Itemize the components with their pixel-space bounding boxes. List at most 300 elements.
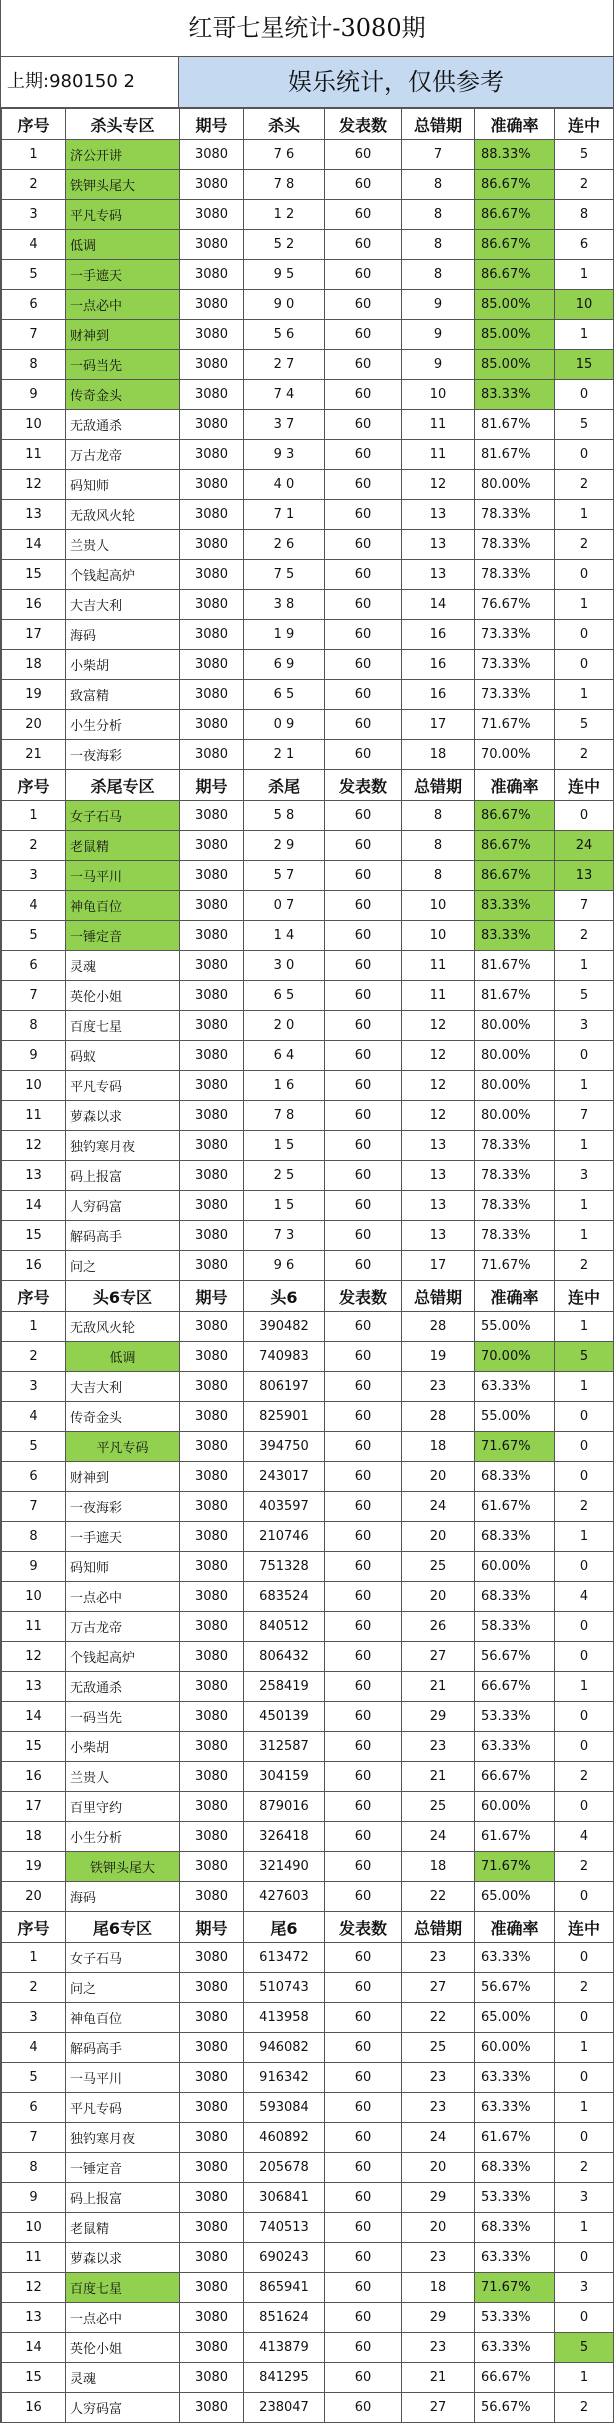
cell-posts: 60 xyxy=(325,350,402,380)
cell-period: 3080 xyxy=(180,2363,244,2393)
cell-predictor: 平凡专码 xyxy=(66,2093,180,2123)
cell-misses: 16 xyxy=(402,680,475,710)
cell-prediction: 9 5 xyxy=(244,260,325,290)
cell-streak: 0 xyxy=(555,380,614,410)
cell-predictor: 神龟百位 xyxy=(66,891,180,921)
table-row xyxy=(2,1642,614,1672)
cell-accuracy: 60.00% xyxy=(475,1552,555,1582)
cell-accuracy: 86.67% xyxy=(475,260,555,290)
cell-posts: 60 xyxy=(325,1041,402,1071)
column-header-accuracy: 准确率 xyxy=(475,770,555,801)
cell-period: 3080 xyxy=(180,1943,244,1973)
table-row xyxy=(2,2153,614,2183)
cell-misses: 8 xyxy=(402,260,475,290)
table-row xyxy=(2,1191,614,1221)
cell-posts: 60 xyxy=(325,1973,402,2003)
cell-predictor: 致富精 xyxy=(66,680,180,710)
cell-posts: 60 xyxy=(325,1612,402,1642)
cell-posts: 60 xyxy=(325,740,402,770)
table-row xyxy=(2,590,614,620)
cell-prediction: 2 9 xyxy=(244,831,325,861)
cell-posts: 60 xyxy=(325,1131,402,1161)
cell-period: 3080 xyxy=(180,1342,244,1372)
cell-predictor: 一点必中 xyxy=(66,2303,180,2333)
column-header-accuracy: 准确率 xyxy=(475,1912,555,1943)
cell-prediction: 243017 xyxy=(244,1462,325,1492)
cell-index: 5 xyxy=(2,260,66,290)
cell-prediction: 4 0 xyxy=(244,470,325,500)
cell-predictor: 小柴胡 xyxy=(66,650,180,680)
column-header-prediction: 头6 xyxy=(244,1281,325,1312)
cell-streak: 3 xyxy=(555,1011,614,1041)
cell-misses: 12 xyxy=(402,1071,475,1101)
cell-period: 3080 xyxy=(180,260,244,290)
cell-accuracy: 86.67% xyxy=(475,801,555,831)
cell-posts: 60 xyxy=(325,981,402,1011)
cell-accuracy: 80.00% xyxy=(475,1011,555,1041)
cell-prediction: 740983 xyxy=(244,1342,325,1372)
cell-accuracy: 83.33% xyxy=(475,380,555,410)
cell-misses: 13 xyxy=(402,500,475,530)
cell-index: 8 xyxy=(2,1011,66,1041)
cell-misses: 11 xyxy=(402,981,475,1011)
cell-accuracy: 83.33% xyxy=(475,891,555,921)
cell-streak: 13 xyxy=(555,861,614,891)
cell-streak: 1 xyxy=(555,1672,614,1702)
cell-streak: 0 xyxy=(555,801,614,831)
column-header-misses: 总错期 xyxy=(402,1912,475,1943)
cell-prediction: 326418 xyxy=(244,1822,325,1852)
last-period-result: 上期:980150 2 xyxy=(1,57,179,107)
cell-misses: 29 xyxy=(402,2183,475,2213)
cell-period: 3080 xyxy=(180,2273,244,2303)
cell-streak: 0 xyxy=(555,1642,614,1672)
cell-prediction: 7 8 xyxy=(244,1101,325,1131)
cell-streak: 1 xyxy=(555,2033,614,2063)
cell-streak: 0 xyxy=(555,440,614,470)
cell-streak: 2 xyxy=(555,1762,614,1792)
cell-misses: 20 xyxy=(402,1582,475,1612)
cell-misses: 25 xyxy=(402,2033,475,2063)
cell-index: 13 xyxy=(2,1672,66,1702)
cell-index: 1 xyxy=(2,1312,66,1342)
cell-period: 3080 xyxy=(180,1642,244,1672)
section-header-row xyxy=(2,109,614,140)
cell-index: 1 xyxy=(2,801,66,831)
cell-period: 3080 xyxy=(180,1732,244,1762)
cell-index: 2 xyxy=(2,170,66,200)
cell-misses: 8 xyxy=(402,170,475,200)
cell-predictor: 无敌通杀 xyxy=(66,410,180,440)
cell-posts: 60 xyxy=(325,1101,402,1131)
cell-index: 14 xyxy=(2,530,66,560)
cell-streak: 2 xyxy=(555,170,614,200)
cell-posts: 60 xyxy=(325,290,402,320)
cell-streak: 2 xyxy=(555,1973,614,2003)
info-bar xyxy=(1,57,613,108)
cell-streak: 1 xyxy=(555,680,614,710)
cell-accuracy: 73.33% xyxy=(475,680,555,710)
cell-index: 10 xyxy=(2,410,66,440)
cell-predictor: 独钓寒月夜 xyxy=(66,2123,180,2153)
cell-posts: 60 xyxy=(325,2213,402,2243)
cell-accuracy: 56.67% xyxy=(475,1973,555,2003)
cell-predictor: 码知师 xyxy=(66,470,180,500)
cell-streak: 0 xyxy=(555,1612,614,1642)
cell-prediction: 2 7 xyxy=(244,350,325,380)
cell-misses: 25 xyxy=(402,1792,475,1822)
cell-index: 9 xyxy=(2,1041,66,1071)
table-row xyxy=(2,500,614,530)
cell-posts: 60 xyxy=(325,831,402,861)
cell-streak: 1 xyxy=(555,320,614,350)
cell-index: 19 xyxy=(2,680,66,710)
cell-posts: 60 xyxy=(325,260,402,290)
cell-period: 3080 xyxy=(180,2093,244,2123)
cell-prediction: 2 1 xyxy=(244,740,325,770)
cell-index: 15 xyxy=(2,1732,66,1762)
cell-misses: 22 xyxy=(402,1882,475,1912)
cell-index: 2 xyxy=(2,831,66,861)
cell-index: 6 xyxy=(2,1462,66,1492)
table-row xyxy=(2,2333,614,2363)
cell-index: 6 xyxy=(2,290,66,320)
cell-misses: 21 xyxy=(402,1762,475,1792)
column-header-index: 序号 xyxy=(2,770,66,801)
table-row xyxy=(2,230,614,260)
cell-posts: 60 xyxy=(325,1792,402,1822)
cell-streak: 5 xyxy=(555,2333,614,2363)
cell-prediction: 403597 xyxy=(244,1492,325,1522)
cell-streak: 1 xyxy=(555,2363,614,2393)
cell-posts: 60 xyxy=(325,1492,402,1522)
cell-period: 3080 xyxy=(180,1191,244,1221)
table-row xyxy=(2,1492,614,1522)
table-row xyxy=(2,1822,614,1852)
cell-index: 4 xyxy=(2,1402,66,1432)
cell-accuracy: 66.67% xyxy=(475,1672,555,1702)
cell-posts: 60 xyxy=(325,320,402,350)
cell-prediction: 751328 xyxy=(244,1552,325,1582)
cell-posts: 60 xyxy=(325,380,402,410)
cell-misses: 8 xyxy=(402,801,475,831)
cell-posts: 60 xyxy=(325,1071,402,1101)
cell-prediction: 427603 xyxy=(244,1882,325,1912)
cell-posts: 60 xyxy=(325,590,402,620)
cell-misses: 27 xyxy=(402,1973,475,2003)
cell-accuracy: 68.33% xyxy=(475,1522,555,1552)
cell-streak: 7 xyxy=(555,891,614,921)
cell-index: 13 xyxy=(2,2303,66,2333)
cell-misses: 20 xyxy=(402,1462,475,1492)
cell-index: 15 xyxy=(2,560,66,590)
column-header-predictor: 尾6专区 xyxy=(66,1912,180,1943)
cell-misses: 23 xyxy=(402,1943,475,1973)
cell-accuracy: 68.33% xyxy=(475,2213,555,2243)
cell-prediction: 5 6 xyxy=(244,320,325,350)
cell-posts: 60 xyxy=(325,1642,402,1672)
cell-predictor: 兰贵人 xyxy=(66,1762,180,1792)
cell-misses: 16 xyxy=(402,620,475,650)
cell-predictor: 兰贵人 xyxy=(66,530,180,560)
cell-predictor: 无敌风火轮 xyxy=(66,1312,180,1342)
cell-period: 3080 xyxy=(180,951,244,981)
table-row xyxy=(2,1041,614,1071)
cell-posts: 60 xyxy=(325,170,402,200)
cell-accuracy: 68.33% xyxy=(475,2153,555,2183)
cell-prediction: 2 6 xyxy=(244,530,325,560)
cell-streak: 2 xyxy=(555,530,614,560)
cell-period: 3080 xyxy=(180,680,244,710)
cell-index: 9 xyxy=(2,2183,66,2213)
cell-posts: 60 xyxy=(325,1191,402,1221)
cell-posts: 60 xyxy=(325,1762,402,1792)
table-row xyxy=(2,1131,614,1161)
cell-index: 11 xyxy=(2,1101,66,1131)
cell-period: 3080 xyxy=(180,1582,244,1612)
table-row xyxy=(2,1792,614,1822)
cell-posts: 60 xyxy=(325,2273,402,2303)
cell-posts: 60 xyxy=(325,680,402,710)
table-row xyxy=(2,680,614,710)
cell-predictor: 灵魂 xyxy=(66,951,180,981)
cell-streak: 1 xyxy=(555,1372,614,1402)
table-row xyxy=(2,801,614,831)
cell-predictor: 平凡专码 xyxy=(66,200,180,230)
column-header-index: 序号 xyxy=(2,1281,66,1312)
column-header-posts: 发表数 xyxy=(325,1912,402,1943)
cell-predictor: 低调 xyxy=(66,1342,180,1372)
cell-prediction: 6 9 xyxy=(244,650,325,680)
cell-index: 18 xyxy=(2,1822,66,1852)
cell-predictor: 英伦小姐 xyxy=(66,2333,180,2363)
cell-predictor: 大吉大利 xyxy=(66,1372,180,1402)
cell-period: 3080 xyxy=(180,1973,244,2003)
cell-posts: 60 xyxy=(325,1161,402,1191)
cell-posts: 60 xyxy=(325,1672,402,1702)
table-row xyxy=(2,2033,614,2063)
cell-prediction: 304159 xyxy=(244,1762,325,1792)
cell-predictor: 独钓寒月夜 xyxy=(66,1131,180,1161)
cell-predictor: 码上报富 xyxy=(66,2183,180,2213)
cell-streak: 1 xyxy=(555,500,614,530)
table-row xyxy=(2,620,614,650)
cell-period: 3080 xyxy=(180,1522,244,1552)
table-row xyxy=(2,921,614,951)
cell-posts: 60 xyxy=(325,1432,402,1462)
cell-misses: 23 xyxy=(402,2063,475,2093)
cell-index: 2 xyxy=(2,1973,66,2003)
cell-posts: 60 xyxy=(325,1221,402,1251)
cell-predictor: 小柴胡 xyxy=(66,1732,180,1762)
cell-prediction: 460892 xyxy=(244,2123,325,2153)
cell-period: 3080 xyxy=(180,1462,244,1492)
cell-prediction: 7 1 xyxy=(244,500,325,530)
cell-predictor: 财神到 xyxy=(66,320,180,350)
cell-misses: 18 xyxy=(402,740,475,770)
cell-period: 3080 xyxy=(180,2063,244,2093)
cell-posts: 60 xyxy=(325,530,402,560)
table-row xyxy=(2,2003,614,2033)
cell-predictor: 灵魂 xyxy=(66,2363,180,2393)
cell-index: 16 xyxy=(2,1251,66,1281)
cell-index: 17 xyxy=(2,620,66,650)
section-header-row xyxy=(2,1912,614,1943)
cell-posts: 60 xyxy=(325,200,402,230)
cell-misses: 13 xyxy=(402,1191,475,1221)
cell-index: 20 xyxy=(2,710,66,740)
cell-index: 7 xyxy=(2,1492,66,1522)
cell-period: 3080 xyxy=(180,1402,244,1432)
cell-predictor: 一码当先 xyxy=(66,1702,180,1732)
cell-posts: 60 xyxy=(325,2393,402,2423)
cell-misses: 20 xyxy=(402,2153,475,2183)
cell-index: 4 xyxy=(2,891,66,921)
cell-period: 3080 xyxy=(180,1011,244,1041)
cell-index: 11 xyxy=(2,2243,66,2273)
cell-streak: 0 xyxy=(555,1882,614,1912)
cell-prediction: 613472 xyxy=(244,1943,325,1973)
cell-misses: 8 xyxy=(402,230,475,260)
cell-predictor: 传奇金头 xyxy=(66,380,180,410)
cell-streak: 3 xyxy=(555,2273,614,2303)
cell-period: 3080 xyxy=(180,140,244,170)
stats-table xyxy=(1,108,614,2423)
section-header-row xyxy=(2,1281,614,1312)
cell-streak: 2 xyxy=(555,1492,614,1522)
cell-accuracy: 71.67% xyxy=(475,1251,555,1281)
cell-misses: 24 xyxy=(402,2123,475,2153)
cell-accuracy: 63.33% xyxy=(475,1732,555,1762)
cell-streak: 24 xyxy=(555,831,614,861)
table-row xyxy=(2,2123,614,2153)
cell-index: 11 xyxy=(2,440,66,470)
cell-posts: 60 xyxy=(325,470,402,500)
cell-prediction: 450139 xyxy=(244,1702,325,1732)
cell-predictor: 神龟百位 xyxy=(66,2003,180,2033)
cell-predictor: 问之 xyxy=(66,1251,180,1281)
cell-posts: 60 xyxy=(325,2303,402,2333)
cell-misses: 10 xyxy=(402,891,475,921)
cell-index: 16 xyxy=(2,1762,66,1792)
cell-index: 4 xyxy=(2,230,66,260)
cell-prediction: 312587 xyxy=(244,1732,325,1762)
cell-period: 3080 xyxy=(180,801,244,831)
table-row xyxy=(2,1432,614,1462)
column-header-predictor: 杀头专区 xyxy=(66,109,180,140)
cell-prediction: 7 8 xyxy=(244,170,325,200)
cell-predictor: 一锤定音 xyxy=(66,921,180,951)
cell-period: 3080 xyxy=(180,1432,244,1462)
cell-period: 3080 xyxy=(180,1101,244,1131)
cell-accuracy: 71.67% xyxy=(475,2273,555,2303)
cell-index: 14 xyxy=(2,1702,66,1732)
cell-period: 3080 xyxy=(180,590,244,620)
column-header-accuracy: 准确率 xyxy=(475,109,555,140)
column-header-period: 期号 xyxy=(180,1281,244,1312)
cell-streak: 4 xyxy=(555,1582,614,1612)
cell-posts: 60 xyxy=(325,2333,402,2363)
column-header-posts: 发表数 xyxy=(325,109,402,140)
cell-misses: 29 xyxy=(402,2303,475,2333)
cell-prediction: 2 5 xyxy=(244,1161,325,1191)
cell-accuracy: 60.00% xyxy=(475,1792,555,1822)
cell-predictor: 个钱起高炉 xyxy=(66,560,180,590)
table-row xyxy=(2,1672,614,1702)
cell-posts: 60 xyxy=(325,2183,402,2213)
cell-prediction: 258419 xyxy=(244,1672,325,1702)
cell-predictor: 解码高手 xyxy=(66,1221,180,1251)
cell-accuracy: 80.00% xyxy=(475,1071,555,1101)
cell-prediction: 683524 xyxy=(244,1582,325,1612)
cell-accuracy: 78.33% xyxy=(475,530,555,560)
column-header-prediction: 杀头 xyxy=(244,109,325,140)
cell-misses: 8 xyxy=(402,861,475,891)
cell-misses: 11 xyxy=(402,951,475,981)
cell-period: 3080 xyxy=(180,410,244,440)
cell-misses: 23 xyxy=(402,1372,475,1402)
cell-posts: 60 xyxy=(325,921,402,951)
cell-period: 3080 xyxy=(180,2183,244,2213)
cell-index: 16 xyxy=(2,590,66,620)
cell-accuracy: 56.67% xyxy=(475,1642,555,1672)
cell-predictor: 无敌风火轮 xyxy=(66,500,180,530)
cell-index: 3 xyxy=(2,200,66,230)
cell-period: 3080 xyxy=(180,2303,244,2333)
table-row xyxy=(2,1762,614,1792)
cell-period: 3080 xyxy=(180,380,244,410)
cell-streak: 3 xyxy=(555,1161,614,1191)
cell-predictor: 萝森以求 xyxy=(66,1101,180,1131)
cell-accuracy: 65.00% xyxy=(475,1882,555,1912)
cell-posts: 60 xyxy=(325,1342,402,1372)
disclaimer-banner: 娱乐统计，仅供参考 xyxy=(179,57,613,107)
cell-misses: 10 xyxy=(402,380,475,410)
cell-period: 3080 xyxy=(180,891,244,921)
column-header-predictor: 头6专区 xyxy=(66,1281,180,1312)
cell-posts: 60 xyxy=(325,650,402,680)
table-row xyxy=(2,200,614,230)
cell-streak: 1 xyxy=(555,1312,614,1342)
column-header-posts: 发表数 xyxy=(325,770,402,801)
cell-index: 17 xyxy=(2,1792,66,1822)
cell-accuracy: 61.67% xyxy=(475,2123,555,2153)
table-row xyxy=(2,1342,614,1372)
cell-posts: 60 xyxy=(325,1852,402,1882)
table-row xyxy=(2,1732,614,1762)
cell-streak: 0 xyxy=(555,2303,614,2333)
cell-streak: 1 xyxy=(555,1131,614,1161)
table-row xyxy=(2,2213,614,2243)
cell-streak: 1 xyxy=(555,1221,614,1251)
cell-accuracy: 85.00% xyxy=(475,350,555,380)
table-row xyxy=(2,290,614,320)
cell-streak: 0 xyxy=(555,620,614,650)
cell-posts: 60 xyxy=(325,140,402,170)
cell-prediction: 7 4 xyxy=(244,380,325,410)
table-row xyxy=(2,1011,614,1041)
cell-streak: 2 xyxy=(555,1251,614,1281)
cell-period: 3080 xyxy=(180,1552,244,1582)
cell-index: 5 xyxy=(2,1432,66,1462)
cell-misses: 12 xyxy=(402,1011,475,1041)
cell-period: 3080 xyxy=(180,1822,244,1852)
cell-prediction: 3 7 xyxy=(244,410,325,440)
cell-predictor: 平凡专码 xyxy=(66,1071,180,1101)
cell-accuracy: 63.33% xyxy=(475,2333,555,2363)
cell-accuracy: 55.00% xyxy=(475,1312,555,1342)
column-header-predictor: 杀尾专区 xyxy=(66,770,180,801)
